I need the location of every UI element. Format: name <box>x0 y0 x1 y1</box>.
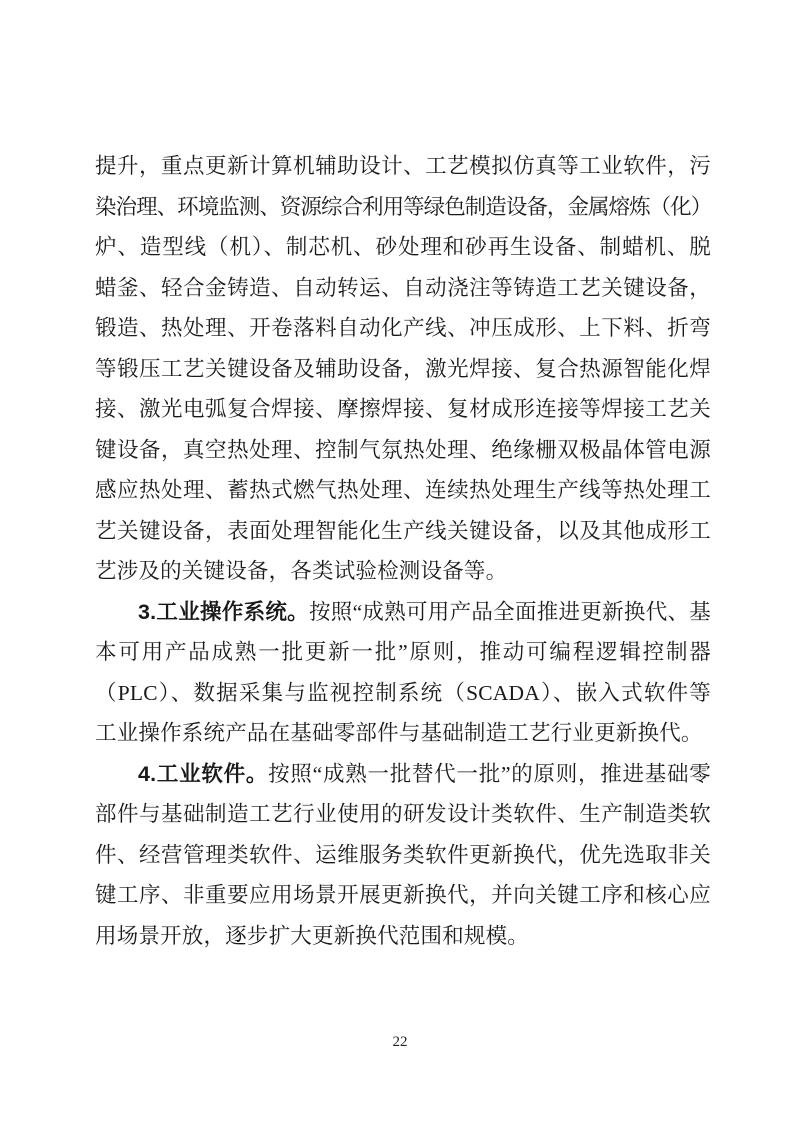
text-line: 工业操作系统产品在基础零部件与基础制造工艺行业更新换代。 <box>95 721 703 745</box>
text-line: 件、经营管理类软件、运维服务类软件更新换代，优先选取非关 <box>95 842 711 867</box>
text-line: 用场景开放，逐步扩大更新换代范围和规模。 <box>95 923 530 948</box>
text-run: 按照“成熟一批替代一批”的原则，推进基础零 <box>268 761 711 786</box>
text-line <box>95 592 711 633</box>
section-heading-industrial-software: 4.工业软件。 <box>138 761 269 786</box>
text-line: 艺关键设备，表面处理智能化生产线关键设备，以及其他成形工 <box>95 518 711 543</box>
text-line: 锻造、热处理、开卷落料自动化产线、冲压成形、上下料、折弯 <box>95 316 711 340</box>
text-line: 染治理、环境监测、资源综合利用等绿色制造设备，金属熔炼（化） <box>95 194 711 219</box>
section-heading-industrial-operating-systems: 3.工业操作系统。 <box>138 599 309 624</box>
text-line: 提升，重点更新计算机辅助设计、工艺模拟仿真等工业软件，污 <box>95 154 711 178</box>
text-line: 本可用产品成熟一批更新一批”原则，推动可编程逻辑控制器 <box>95 640 711 664</box>
text-line: 艺涉及的关键设备，各类试验检测设备等。 <box>95 559 508 583</box>
text-line: 感应热处理、蓄热式燃气热处理、连续热处理生产线等热处理工 <box>95 478 711 502</box>
text-run: 按照“成熟可用产品全面推进更新换代、基 <box>308 599 711 624</box>
text-line <box>95 754 711 795</box>
text-line: 等锻压工艺关键设备及辅助设备，激光焊接、复合热源智能化焊 <box>95 356 711 381</box>
text-line: 接、激光电弧复合焊接、摩擦焊接、复材成形连接等焊接工艺关 <box>95 397 711 421</box>
text-line: 部件与基础制造工艺行业使用的研发设计类软件、生产制造类软 <box>95 802 711 826</box>
page-number: 22 <box>392 1034 408 1050</box>
text-line: 键工序、非重要应用场景开展更新换代，并向关键工序和核心应 <box>95 883 711 907</box>
text-line: （PLC）、数据采集与监视控制系统（SCADA）、嵌入式软件等 <box>95 680 711 705</box>
document-body <box>95 146 711 956</box>
text-line: 炉、造型线（机）、制芯机、砂处理和砂再生设备、制蜡机、脱 <box>95 235 711 259</box>
text-line: 蜡釜、轻合金铸造、自动转运、自动浇注等铸造工艺关键设备， <box>95 275 711 300</box>
text-line: 键设备，真空热处理、控制气氛热处理、绝缘栅双极晶体管电源 <box>95 437 711 462</box>
